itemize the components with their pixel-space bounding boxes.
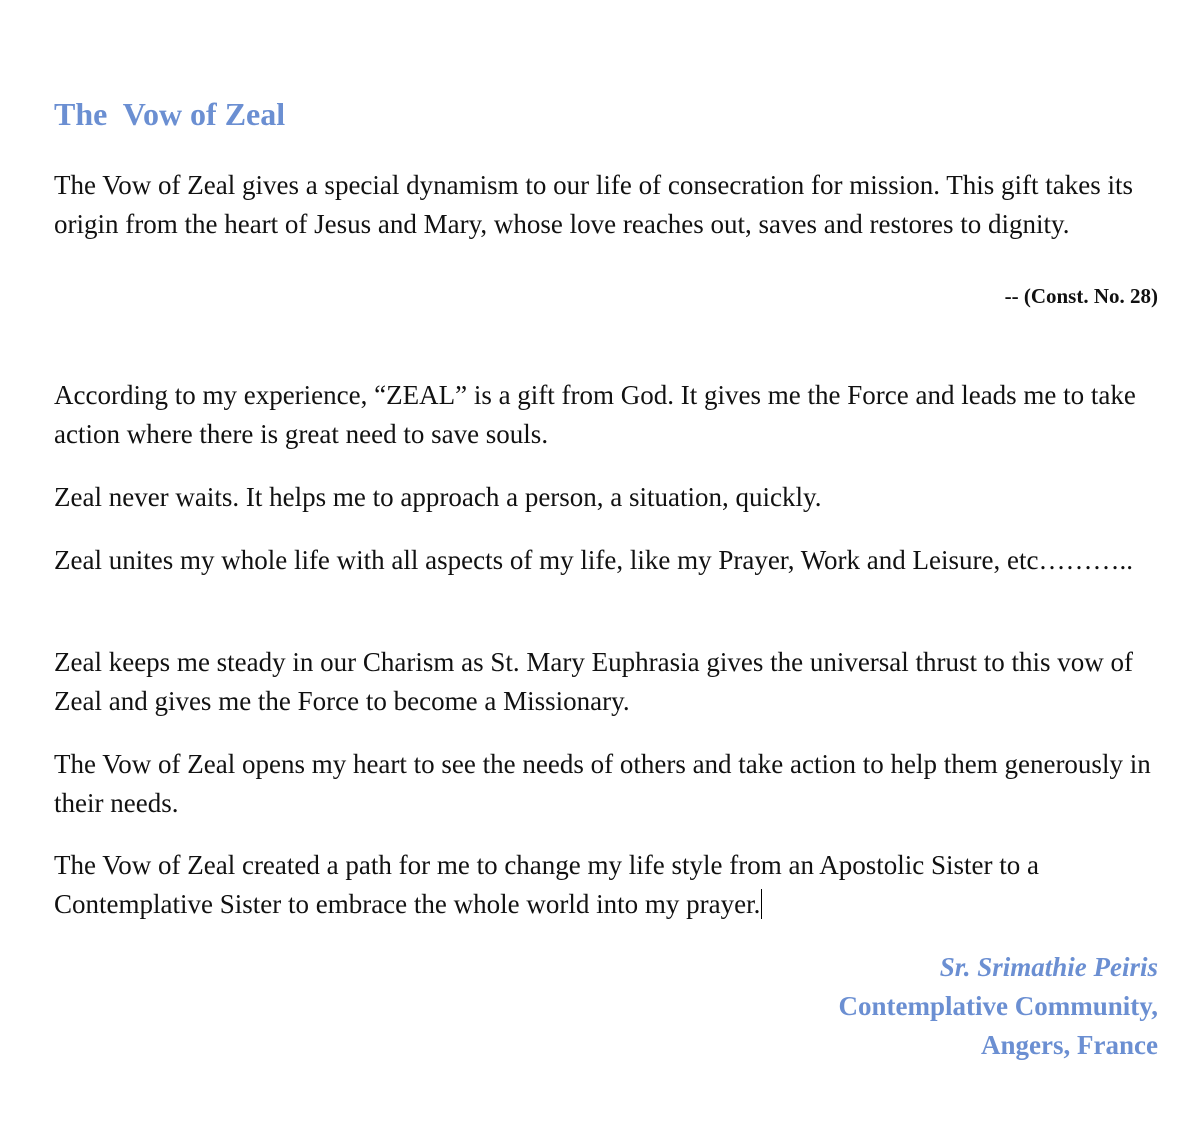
signature-community: Contemplative Community,	[838, 991, 1158, 1021]
constitution-citation: -- (Const. No. 28)	[1004, 284, 1158, 308]
paragraph-opens-heart: The Vow of Zeal opens my heart to see the needs of others and take action to help them generously in their needs.	[54, 749, 1151, 818]
signature-name: Sr. Srimathie Peiris	[939, 952, 1158, 982]
paragraph-unites-life: Zeal unites my whole life with all aspects of my life, like my Prayer, Work and Leisure, etc………..	[54, 545, 1133, 575]
paragraph-path[interactable]	[54, 846, 1164, 924]
intro-paragraph: The Vow of Zeal gives a special dynamism to our life of consecration for mission. This gift takes its origin from the heart of Jesus and Mary, whose love reaches out, saves and restores to dignity.	[54, 170, 1134, 239]
paragraph-charism: Zeal keeps me steady in our Charism as St. Mary Euphrasia gives the universal thrust to this vow of Zeal and gives me the Force to become a Missionary.	[54, 647, 1134, 716]
signature-block	[839, 948, 1159, 1065]
paragraph-experience: According to my experience, “ZEAL” is a gift from God. It gives me the Force and leads me to take action where there is great need to save souls.	[54, 380, 1136, 449]
text-cursor	[761, 889, 762, 919]
paragraph-path-text: The Vow of Zeal created a path for me to change my life style from an Apostolic Sister to a Contemplative Sister to embrace the whole world into my prayer.	[54, 850, 1039, 919]
paragraph-never-waits: Zeal never waits. It helps me to approach a person, a situation, quickly.	[54, 482, 822, 512]
signature-location: Angers, France	[981, 1030, 1158, 1060]
document-title: The Vow of Zeal	[54, 96, 286, 132]
